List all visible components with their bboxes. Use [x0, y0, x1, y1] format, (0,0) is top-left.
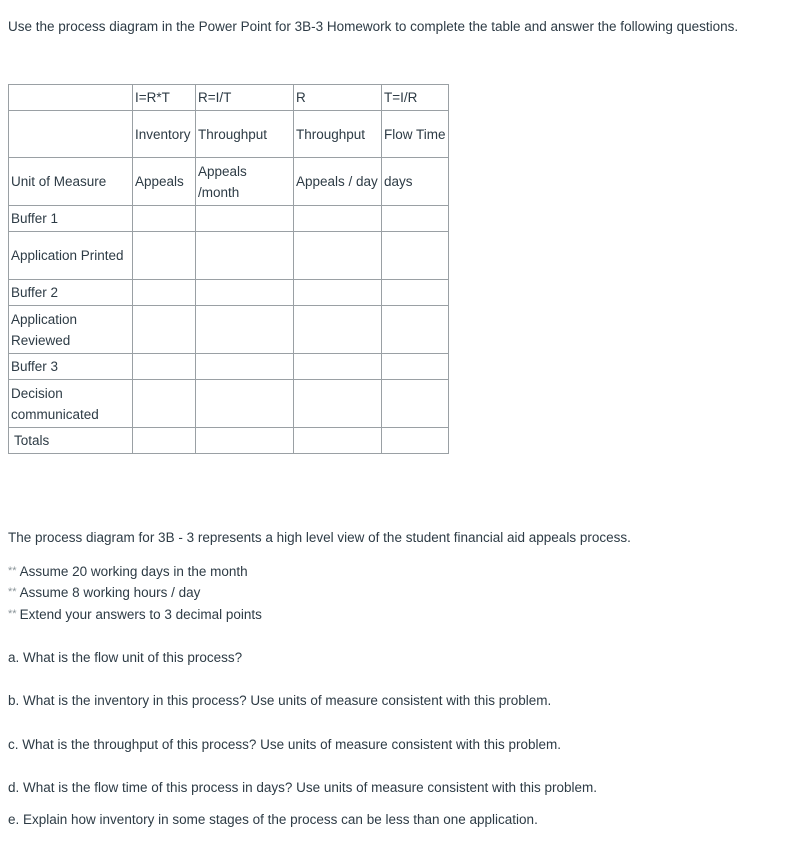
- metric-name-row: [9, 111, 449, 158]
- answer-cell[interactable]: [382, 232, 449, 280]
- stage-label: Buffer 2: [9, 280, 133, 306]
- table-row: [9, 354, 449, 380]
- answer-cell[interactable]: [294, 354, 382, 380]
- instructions-text: Use the process diagram in the Power Point for 3B-3 Homework to complete the table and answer the following questions.: [8, 19, 739, 34]
- question-c: c. What is the throughput of this process? Use units of measure consistent with this problem.: [8, 737, 562, 752]
- totals-label: Totals: [9, 428, 133, 454]
- answer-cell[interactable]: [196, 280, 294, 306]
- stage-label: Buffer 3: [9, 354, 133, 380]
- answer-cell[interactable]: [382, 428, 449, 454]
- assumption-item: ** Assume 20 working days in the month: [8, 564, 248, 579]
- answer-cell[interactable]: [382, 280, 449, 306]
- answer-cell[interactable]: [294, 232, 382, 280]
- answer-cell[interactable]: [133, 428, 196, 454]
- table-row: [9, 306, 449, 354]
- answer-cell[interactable]: [133, 380, 196, 428]
- answer-cell[interactable]: [133, 280, 196, 306]
- answer-cell[interactable]: [294, 306, 382, 354]
- stage-label: Decision communicated: [9, 380, 133, 428]
- answer-cell[interactable]: [196, 380, 294, 428]
- formula-inventory: I=R*T: [133, 85, 196, 111]
- table-row: [9, 206, 449, 232]
- homework-table: [8, 84, 449, 454]
- unit-throughput-month: Appeals /month: [196, 158, 294, 206]
- bullet-marker: **: [8, 565, 17, 577]
- assumption-item: ** Extend your answers to 3 decimal points: [8, 607, 262, 622]
- unit-of-measure-label: Unit of Measure: [9, 158, 133, 206]
- question-e: e. Explain how inventory in some stages of the process can be less than one application.: [8, 812, 538, 827]
- answer-cell[interactable]: [294, 380, 382, 428]
- answer-cell[interactable]: [133, 354, 196, 380]
- answer-cell[interactable]: [382, 306, 449, 354]
- table-row: [9, 232, 449, 280]
- header-blank-cell: [9, 85, 133, 111]
- answer-cell[interactable]: [196, 232, 294, 280]
- table-row: [9, 280, 449, 306]
- answer-cell[interactable]: [133, 206, 196, 232]
- stage-label: Buffer 1: [9, 206, 133, 232]
- answer-cell[interactable]: [294, 428, 382, 454]
- metric-throughput-day: Throughput: [294, 111, 382, 158]
- unit-inventory: Appeals: [133, 158, 196, 206]
- formula-throughput-month: R=I/T: [196, 85, 294, 111]
- answer-cell[interactable]: [382, 206, 449, 232]
- answer-cell[interactable]: [196, 306, 294, 354]
- answer-cell[interactable]: [294, 206, 382, 232]
- stage-label: Application Reviewed: [9, 306, 133, 354]
- unit-flow-time: days: [382, 158, 449, 206]
- metric-inventory: Inventory: [133, 111, 196, 158]
- answer-cell[interactable]: [382, 354, 449, 380]
- metric-flow-time: Flow Time: [382, 111, 449, 158]
- question-a: a. What is the flow unit of this process?: [8, 650, 243, 665]
- formula-throughput-day: R: [294, 85, 382, 111]
- table-row: [9, 380, 449, 428]
- question-d: d. What is the flow time of this process in days? Use units of measure consistent with this problem.: [8, 780, 598, 795]
- answer-cell[interactable]: [133, 232, 196, 280]
- answer-cell[interactable]: [382, 380, 449, 428]
- process-description: The process diagram for 3B - 3 represents a high level view of the student financial aid appeals process.: [8, 530, 631, 545]
- stage-label: Application Printed: [9, 232, 133, 280]
- answer-cell[interactable]: [196, 354, 294, 380]
- answer-cell[interactable]: [196, 206, 294, 232]
- answer-cell[interactable]: [294, 280, 382, 306]
- unit-row: [9, 158, 449, 206]
- formula-row: [9, 85, 449, 111]
- header-blank-cell: [9, 111, 133, 158]
- assumption-item: ** Assume 8 working hours / day: [8, 585, 201, 600]
- question-b: b. What is the inventory in this process? Use units of measure consistent with this problem.: [8, 693, 552, 708]
- metric-throughput-month: Throughput: [196, 111, 294, 158]
- answer-cell[interactable]: [196, 428, 294, 454]
- unit-throughput-day: Appeals / day: [294, 158, 382, 206]
- bullet-marker: **: [8, 608, 17, 620]
- answer-cell[interactable]: [133, 306, 196, 354]
- formula-flow-time: T=I/R: [382, 85, 449, 111]
- totals-row: [9, 428, 449, 454]
- bullet-marker: **: [8, 586, 17, 598]
